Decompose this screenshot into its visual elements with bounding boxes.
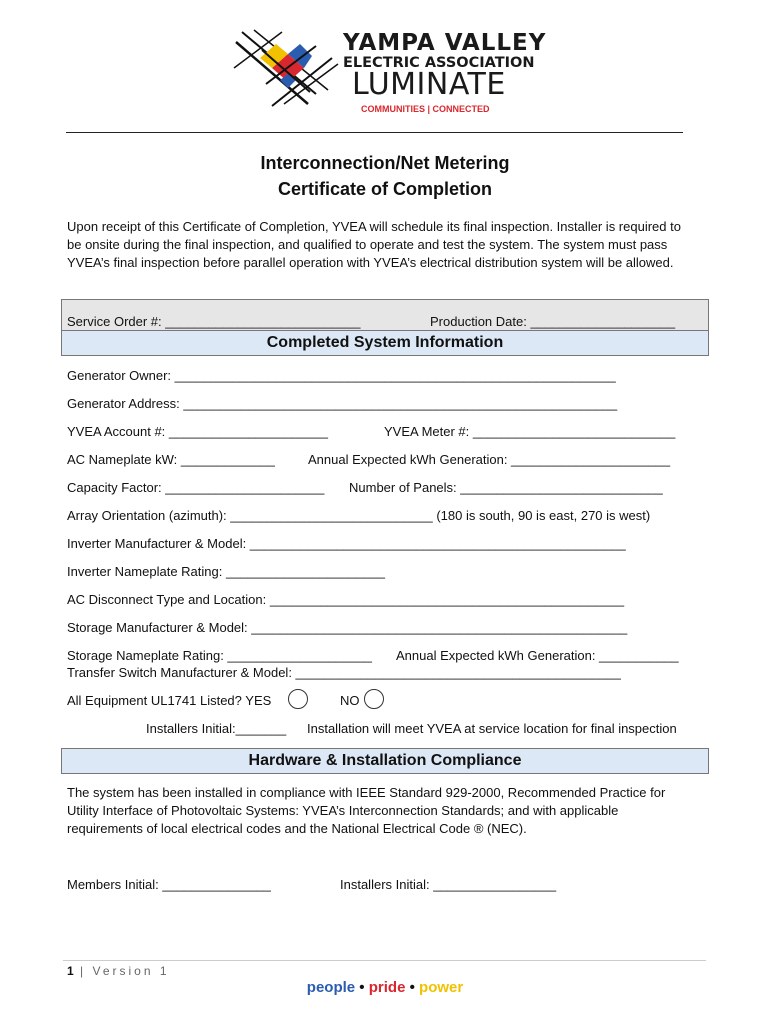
yvea-meter-field[interactable]: YVEA Meter #: ____________________________	[384, 424, 676, 439]
array-orientation-field[interactable]: Array Orientation (azimuth): ____________________________ (180 is south, 90 is east, 270 is west)	[67, 508, 651, 523]
number-panels-field[interactable]: Number of Panels: ____________________________	[349, 480, 663, 495]
yvea-logo-mark	[232, 28, 344, 108]
yes-radio[interactable]	[288, 689, 308, 709]
generator-address-field[interactable]: Generator Address: ____________________________________________________________	[67, 396, 618, 411]
capacity-factor-field[interactable]: Capacity Factor: ______________________	[67, 480, 325, 495]
section-heading-compliance: Hardware & Installation Compliance	[61, 748, 709, 774]
storage-manufacturer-field[interactable]: Storage Manufacturer & Model: ____________________________________________________	[67, 620, 628, 635]
members-initial-field[interactable]: Members Initial: _______________	[67, 877, 271, 892]
intro-paragraph: Upon receipt of this Certificate of Completion, YVEA will schedule its final inspection. Installer is required to be onsite during the final inspection, and qualified to operate and test the system. The system must pass YVEA’s final inspection before parallel operation with YVEA’s electrical distribution system will be allowed.	[67, 219, 681, 270]
page-number	[67, 964, 170, 978]
installation-note: Installation will meet YVEA at service location for final inspection	[307, 721, 677, 736]
ac-disconnect-field[interactable]: AC Disconnect Type and Location: _________________________________________________	[67, 592, 625, 607]
no-radio[interactable]	[364, 689, 384, 709]
tagline-power: power	[419, 979, 464, 996]
version-label: | Version 1	[80, 964, 170, 978]
brand-luminate: LUMINATE	[352, 67, 506, 102]
tagline-dot-2: •	[409, 979, 415, 996]
inverter-manufacturer-field[interactable]: Inverter Manufacturer & Model: ____________________________________________________	[67, 536, 626, 551]
brand-subtitle: ELECTRIC ASSOCIATION	[343, 55, 535, 71]
annual-kwh-field[interactable]: Annual Expected kWh Generation: ______________________	[308, 452, 671, 467]
production-date-field[interactable]: Production Date: ____________________	[430, 314, 676, 329]
ac-nameplate-field[interactable]: AC Nameplate kW: _____________	[67, 452, 275, 467]
ul-listed-label: All Equipment UL1741 Listed? YES	[67, 693, 272, 708]
storage-rating-field[interactable]: Storage Nameplate Rating: ____________________	[67, 648, 373, 663]
tagline-pride: pride	[368, 979, 406, 996]
yvea-account-field[interactable]: YVEA Account #: ______________________	[67, 424, 328, 439]
footer-tagline	[0, 979, 770, 996]
service-order-field[interactable]: Service Order #: ___________________________	[67, 314, 361, 329]
page-subtitle: Certificate of Completion	[277, 179, 492, 199]
compliance-installers-initial-field[interactable]: Installers Initial: _________________	[340, 877, 557, 892]
brand-tagline: COMMUNITIES | CONNECTED	[361, 104, 490, 114]
inverter-rating-field[interactable]: Inverter Nameplate Rating: ______________________	[67, 564, 386, 579]
tagline-dot-1: •	[359, 979, 365, 996]
compliance-paragraph: The system has been installed in compliance with IEEE Standard 929-2000, Recommended Practice for Utility Interface of Photovoltaic Systems: YVEA’s Interconnection Standards; and with applicable requirements of local electrical codes and the National Electrical Code ® (NEC).	[67, 785, 666, 836]
installers-initial-field[interactable]: Installers Initial:_______	[146, 721, 287, 736]
footer-divider	[63, 960, 706, 961]
page-title: Interconnection/Net Metering	[260, 153, 510, 173]
section-heading-system-info: Completed System Information	[61, 330, 709, 356]
storage-kwh-field[interactable]: Annual Expected kWh Generation: ___________	[396, 648, 679, 663]
no-label: NO	[340, 693, 360, 708]
tagline-people: people	[306, 979, 356, 996]
page-number-value: 1	[67, 964, 74, 978]
header-divider	[66, 132, 683, 133]
transfer-switch-field[interactable]: Transfer Switch Manufacturer & Model: _____________________________________________	[67, 665, 621, 680]
brand-name: YAMPA VALLEY	[343, 30, 547, 56]
generator-owner-field[interactable]: Generator Owner: _____________________________________________________________	[67, 368, 616, 383]
